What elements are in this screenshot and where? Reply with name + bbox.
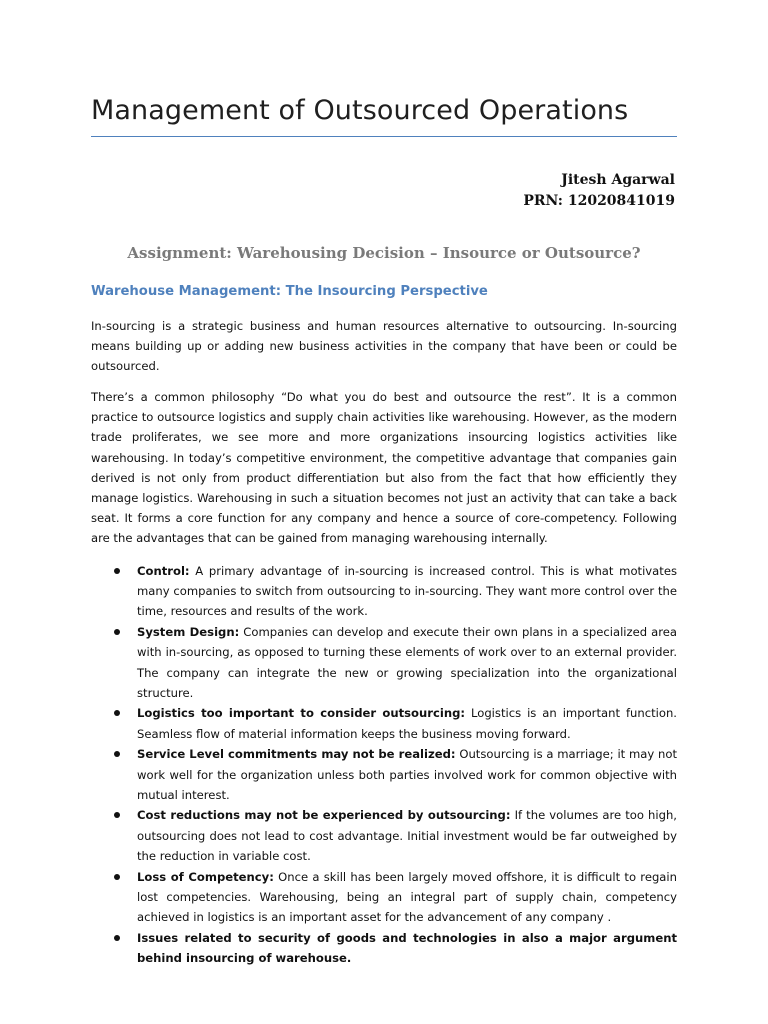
list-item — [91, 744, 677, 805]
list-item — [91, 805, 677, 866]
bullet-icon — [114, 751, 120, 757]
bullet-text: A primary advantage of in-sourcing is increased control. This is what motivates many companies to switch from outsourcing to in-sourcing. They want more control over the time, resources and results of the work. — [137, 564, 677, 619]
bullet-term: Logistics too important to consider outsourcing: — [137, 706, 466, 721]
list-item — [91, 867, 677, 928]
bullet-term: System Design: — [137, 625, 240, 640]
bullet-text: Outsourcing is a marriage; it may not work well for the organization unless both parties involved work for common objective with mutual interest. — [137, 747, 677, 802]
bullet-term: Issues related to security of goods and technologies in also a major argument behind insourcing of warehouse. — [137, 930, 677, 965]
bullet-icon — [114, 812, 120, 818]
bullet-text: Logistics is an important function. Seamless flow of material information keeps the business moving forward. — [137, 706, 677, 741]
bullet-term: Cost reductions may not be experienced by outsourcing: — [137, 808, 511, 823]
list-item — [91, 561, 677, 622]
bullet-term: Loss of Competency: — [137, 869, 274, 884]
author-prn: PRN: 12020841019 — [523, 193, 675, 209]
author-block — [523, 170, 675, 212]
document-title: Management of Outsourced Operations — [91, 95, 629, 126]
bullet-icon — [114, 629, 120, 635]
bullet-icon — [114, 935, 120, 941]
bullet-term: Control: — [137, 564, 190, 578]
section-heading: Warehouse Management: The Insourcing Perspective — [91, 284, 488, 299]
paragraph-insourcing-definition: In-sourcing is a strategic business and human resources alternative to outsourcing. In-sourcing means building up or adding new business activities in the company that have been or could be outsourced. — [91, 319, 677, 374]
bullet-term: Service Level commitments may not be realized: — [137, 747, 456, 762]
bullet-icon — [114, 710, 120, 716]
list-item — [91, 703, 677, 743]
bullet-icon — [114, 874, 120, 880]
list-item — [91, 928, 677, 968]
bullet-text: If the volumes are too high, outsourcing does not lead to cost advantage. Initial investment would be far outweighed by the reduction in variable cost. — [137, 808, 677, 863]
paragraph-common-philosophy: There’s a common philosophy “Do what you do best and outsource the rest”. It is a common practice to outsource logistics and supply chain activities like warehousing. However, as the modern trade proliferates, we see more and more organizations insourcing logistics activities like warehousing. In today’s competitive environment, the competitive advantage that companies gain derived is not only from product differentiation but also from the fact that how efficiently they manage logistics. Warehousing in such a situation becomes not just an activity that can take a back seat. It forms a core function for any company and hence a source of core-competency. Following are the advantages that can be gained from managing warehousing internally. — [91, 390, 677, 546]
list-item — [91, 622, 677, 703]
bullet-text: Once a skill has been largely moved offshore, it is difficult to regain lost competencies. Warehousing, being an integral part of supply chain, competency achieved in logistics is an important asset for the advancement of any company . — [137, 869, 677, 924]
advantages-list — [91, 561, 677, 969]
author-name: Jitesh Agarwal — [561, 172, 675, 188]
title-underline-rule — [91, 136, 677, 137]
assignment-heading: Assignment: Warehousing Decision – Insource or Outsource? — [127, 244, 641, 262]
bullet-text: Companies can develop and execute their own plans in a specialized area with in-sourcing, as opposed to turning these elements of work over to an external provider. The company can integrate the new or growing specialization into the organizational structure. — [137, 625, 677, 700]
bullet-icon — [114, 568, 120, 574]
